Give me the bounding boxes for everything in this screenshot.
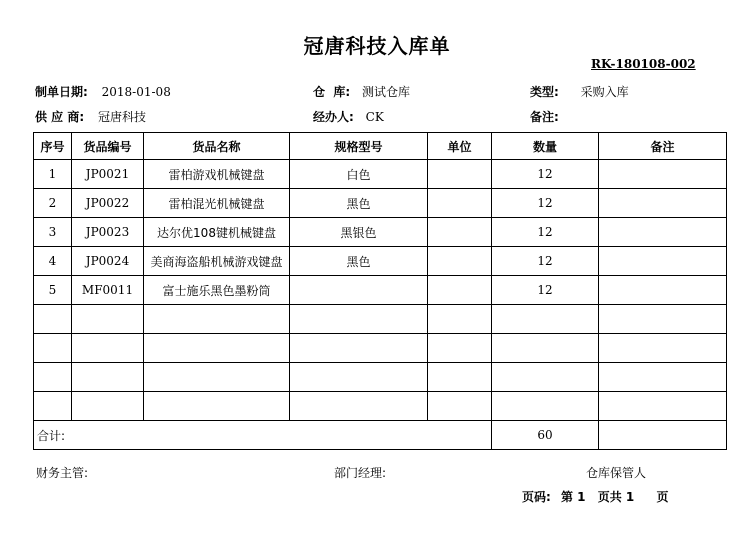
supplier-label: 供 应 商:: [35, 110, 85, 124]
table-row: [34, 276, 727, 305]
date-value: 2018-01-08: [101, 85, 171, 99]
header-qty: 数量: [492, 133, 599, 160]
type-label: 类型:: [530, 85, 559, 99]
warehouse-keeper-label: 仓库保管人: [586, 466, 647, 480]
finance-supervisor-label: 财务主管:: [36, 466, 89, 480]
empty-cell: [599, 363, 727, 392]
empty-cell: [72, 392, 144, 421]
total-label: 合计:: [34, 421, 492, 450]
empty-cell: [72, 363, 144, 392]
table-row: [34, 189, 727, 218]
cell-unit: [428, 189, 492, 218]
cell-spec: [290, 276, 428, 305]
empty-cell: [72, 305, 144, 334]
cell-remark: [599, 247, 727, 276]
page-label: 页码:: [522, 490, 551, 504]
empty-row: [34, 334, 727, 363]
cell-remark: [599, 218, 727, 247]
page-current: 第 1: [561, 490, 586, 504]
cell-index: 4: [34, 247, 72, 276]
cell-code: JP0021: [72, 160, 144, 189]
cell-remark: [599, 160, 727, 189]
cell-unit: [428, 218, 492, 247]
empty-cell: [72, 334, 144, 363]
empty-cell: [34, 305, 72, 334]
warehouse-value: 测试仓库: [361, 85, 410, 99]
table-header-row: [34, 133, 727, 160]
empty-cell: [599, 334, 727, 363]
cell-spec: 白色: [290, 160, 428, 189]
cell-name: 雷柏混光机械键盘: [144, 189, 290, 218]
empty-row: [34, 305, 727, 334]
total-row: [34, 421, 727, 450]
cell-name: 美商海盗船机械游戏键盘: [144, 247, 290, 276]
empty-cell: [428, 305, 492, 334]
empty-cell: [34, 334, 72, 363]
department-manager-label: 部门经理:: [334, 466, 387, 480]
empty-cell: [144, 363, 290, 392]
empty-cell: [34, 392, 72, 421]
document-number: RK-180108-002: [591, 57, 696, 71]
empty-cell: [492, 392, 599, 421]
cell-index: 5: [34, 276, 72, 305]
empty-cell: [599, 305, 727, 334]
empty-cell: [290, 363, 428, 392]
empty-row: [34, 363, 727, 392]
empty-cell: [428, 363, 492, 392]
meta-remark: [530, 108, 559, 125]
cell-remark: [599, 276, 727, 305]
cell-name: 雷柏游戏机械键盘: [144, 160, 290, 189]
supplier-value: 冠唐科技: [97, 110, 146, 124]
cell-unit: [428, 247, 492, 276]
table-row: [34, 218, 727, 247]
header-index: 序号: [34, 133, 72, 160]
cell-qty: 12: [492, 218, 599, 247]
cell-name: 达尔优108键机械键盘: [144, 218, 290, 247]
empty-cell: [492, 334, 599, 363]
meta-warehouse: [313, 83, 410, 100]
table-row: [34, 247, 727, 276]
empty-cell: [428, 334, 492, 363]
cell-spec: 黑银色: [290, 218, 428, 247]
empty-cell: [290, 334, 428, 363]
empty-cell: [144, 305, 290, 334]
cell-qty: 12: [492, 276, 599, 305]
empty-cell: [492, 363, 599, 392]
page-indicator: [522, 488, 668, 505]
empty-cell: [34, 363, 72, 392]
cell-qty: 12: [492, 247, 599, 276]
handler-value: CK: [365, 110, 384, 124]
cell-unit: [428, 276, 492, 305]
meta-date: [35, 83, 171, 100]
meta-handler: [313, 108, 384, 125]
cell-remark: [599, 189, 727, 218]
cell-code: MF0011: [72, 276, 144, 305]
empty-cell: [599, 392, 727, 421]
empty-cell: [599, 421, 727, 450]
header-remark: 备注: [599, 133, 727, 160]
document-title: 冠唐科技入库单: [303, 34, 451, 58]
empty-row: [34, 392, 727, 421]
cell-name: 富士施乐黑色墨粉筒: [144, 276, 290, 305]
page-unit: 页: [656, 490, 669, 504]
cell-code: JP0022: [72, 189, 144, 218]
items-table: [33, 132, 727, 450]
cell-code: JP0023: [72, 218, 144, 247]
empty-cell: [492, 305, 599, 334]
cell-qty: 12: [492, 160, 599, 189]
handler-label: 经办人:: [313, 110, 354, 124]
cell-code: JP0024: [72, 247, 144, 276]
empty-cell: [144, 334, 290, 363]
cell-index: 3: [34, 218, 72, 247]
remark-label: 备注:: [530, 110, 559, 124]
date-label: 制单日期:: [35, 85, 88, 99]
warehouse-label: 仓 库:: [313, 85, 351, 99]
cell-spec: 黑色: [290, 247, 428, 276]
type-value: 采购入库: [580, 85, 629, 99]
total-qty: 60: [492, 421, 599, 450]
cell-index: 2: [34, 189, 72, 218]
cell-qty: 12: [492, 189, 599, 218]
empty-cell: [144, 392, 290, 421]
empty-cell: [428, 392, 492, 421]
cell-index: 1: [34, 160, 72, 189]
header-code: 货品编号: [72, 133, 144, 160]
empty-cell: [290, 392, 428, 421]
meta-supplier: [35, 108, 146, 125]
header-spec: 规格型号: [290, 133, 428, 160]
empty-cell: [290, 305, 428, 334]
cell-unit: [428, 160, 492, 189]
header-name: 货品名称: [144, 133, 290, 160]
meta-type: [530, 83, 629, 100]
header-unit: 单位: [428, 133, 492, 160]
page-total: 页共 1: [597, 490, 635, 504]
cell-spec: 黑色: [290, 189, 428, 218]
table-row: [34, 160, 727, 189]
